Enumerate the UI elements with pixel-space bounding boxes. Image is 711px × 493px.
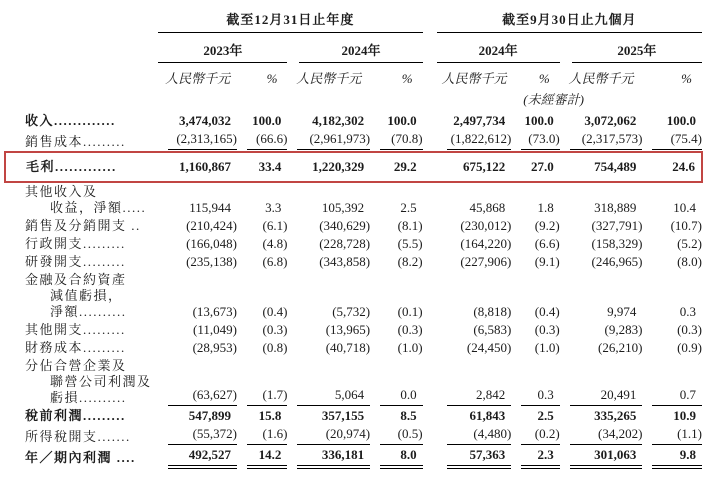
amount-cell: (6,583) bbox=[473, 322, 512, 337]
percent-cell: (0.1) bbox=[397, 304, 423, 319]
unit-label: 人民幣千元 bbox=[568, 71, 634, 86]
row-label: 行政開支......... bbox=[25, 236, 126, 251]
period-header-row bbox=[5, 8, 702, 34]
percent-cell: (0.4) bbox=[534, 304, 560, 319]
unaudited-note-row bbox=[5, 88, 702, 109]
year-2024-cell bbox=[287, 34, 422, 64]
amount-cell: 492,527 bbox=[158, 446, 237, 467]
amount-cell: (9,283) bbox=[604, 322, 643, 337]
percent-cell: (73.0) bbox=[511, 130, 559, 152]
table-row bbox=[5, 130, 702, 152]
percent-cell: (9.1) bbox=[534, 254, 560, 269]
percent-cell: (1.0) bbox=[397, 340, 423, 355]
row-label: 其他開支......... bbox=[25, 322, 126, 337]
percent-cell: 8.5 bbox=[400, 408, 417, 423]
percent-cell: (70.8) bbox=[370, 130, 422, 152]
amount-cell: (1,822,612) bbox=[437, 130, 512, 152]
amount-cell: (327,791) bbox=[591, 218, 643, 233]
percent-cell: (0.9) bbox=[677, 340, 702, 355]
row-label: 收入............. bbox=[25, 113, 116, 128]
unit-header-row bbox=[5, 64, 702, 88]
table-body bbox=[5, 112, 702, 467]
column-gap bbox=[423, 425, 437, 446]
percent-cell: (0.2) bbox=[511, 425, 559, 446]
amount-cell: 5,064 bbox=[287, 357, 370, 407]
percent-cell: (0.3) bbox=[262, 322, 288, 337]
amount-cell: (340,629) bbox=[319, 218, 371, 233]
amount-cell: (228,728) bbox=[319, 236, 371, 251]
percent-cell: 33.4 bbox=[237, 152, 287, 182]
column-gap bbox=[423, 64, 437, 88]
table-row bbox=[5, 425, 702, 446]
percent-cell: (8.0) bbox=[677, 254, 702, 269]
table-row bbox=[5, 235, 702, 253]
amount-cell: 3,072,062 bbox=[584, 113, 637, 128]
percent-label: % bbox=[538, 71, 550, 86]
percent-cell: 9.8 bbox=[642, 446, 702, 467]
amount-cell: 9,974 bbox=[607, 304, 637, 319]
table-row bbox=[5, 253, 702, 271]
year-2024-interim-label: 2024年 bbox=[437, 35, 560, 63]
amount-cell: 675,122 bbox=[437, 152, 512, 182]
unit-label: 人民幣千元 bbox=[165, 71, 231, 86]
percent-cell: 3.3 bbox=[265, 200, 282, 215]
amount-cell: 115,944 bbox=[189, 200, 231, 215]
amount-cell: 105,392 bbox=[321, 200, 365, 215]
percent-cell: (5.5) bbox=[397, 236, 423, 251]
row-label: 毛利............. bbox=[5, 152, 158, 182]
column-gap bbox=[423, 235, 437, 253]
empty-cell bbox=[5, 34, 158, 64]
table-row bbox=[5, 112, 702, 130]
percent-cell: 0.7 bbox=[642, 357, 702, 407]
column-gap bbox=[423, 182, 437, 217]
amount-cell: 754,489 bbox=[560, 152, 643, 182]
percent-cell: 8.0 bbox=[370, 446, 422, 467]
empty-cell bbox=[5, 64, 158, 88]
amount-cell: (28,953) bbox=[192, 340, 237, 355]
percent-cell: (0.3) bbox=[397, 322, 423, 337]
amount-cell: (11,049) bbox=[193, 322, 237, 337]
percent-cell: 27.0 bbox=[511, 152, 559, 182]
row-label: 分佔合營企業及 聯營公司利潤及 虧損.......... bbox=[25, 358, 152, 405]
column-gap bbox=[423, 152, 437, 182]
row-label: 銷售及分銷開支 .. bbox=[25, 218, 141, 233]
amount-cell: 1,220,329 bbox=[287, 152, 370, 182]
amount-cell: 335,265 bbox=[594, 408, 637, 423]
year-2025-cell bbox=[560, 34, 702, 64]
table-header bbox=[5, 8, 702, 112]
percent-cell: (5.2) bbox=[677, 236, 702, 251]
percent-cell: 29.2 bbox=[370, 152, 422, 182]
amount-cell: (2,961,973) bbox=[287, 130, 370, 152]
amount-cell: 45,868 bbox=[469, 200, 506, 215]
row-label: 稅前利潤......... bbox=[25, 408, 126, 423]
column-gap bbox=[423, 34, 437, 64]
amount-cell: 1,160,867 bbox=[158, 152, 237, 182]
year-2023-cell bbox=[158, 34, 287, 64]
percent-cell: 10.4 bbox=[673, 200, 696, 215]
column-gap bbox=[423, 339, 437, 357]
unit-label: 人民幣千元 bbox=[441, 71, 507, 86]
amount-cell: (343,858) bbox=[319, 254, 371, 269]
table-row bbox=[5, 321, 702, 339]
amount-cell: (164,220) bbox=[460, 236, 512, 251]
table-row bbox=[5, 339, 702, 357]
percent-cell: 15.8 bbox=[258, 408, 282, 423]
table-row bbox=[5, 446, 702, 467]
column-gap bbox=[423, 130, 437, 152]
unit-label: 人民幣千元 bbox=[296, 71, 362, 86]
percent-cell: 100.0 bbox=[387, 113, 417, 128]
amount-cell: (158,329) bbox=[591, 236, 643, 251]
amount-cell: (227,906) bbox=[460, 254, 512, 269]
percent-cell: (75.4) bbox=[642, 130, 702, 152]
column-gap bbox=[423, 112, 437, 130]
percent-cell: (10.7) bbox=[670, 218, 702, 233]
amount-cell: (2,317,573) bbox=[560, 130, 643, 152]
percent-cell: 0.0 bbox=[370, 357, 422, 407]
row-label: 銷售成本......... bbox=[25, 134, 126, 149]
amount-cell: (13,965) bbox=[325, 322, 371, 337]
column-gap bbox=[423, 446, 437, 467]
percent-cell: 24.6 bbox=[642, 152, 702, 182]
amount-cell: (24,450) bbox=[466, 340, 512, 355]
amount-cell: (13,673) bbox=[192, 304, 237, 319]
row-label: 金融及合約資產 減值虧損， 淨額.......... bbox=[25, 272, 127, 319]
row-label: 其他收入及 收益，淨額..... bbox=[25, 184, 147, 215]
income-statement-table bbox=[4, 8, 703, 467]
row-label: 年／期內利潤 .... bbox=[25, 450, 136, 465]
amount-cell: 336,181 bbox=[287, 446, 370, 467]
year-2024-interim-cell bbox=[437, 34, 560, 64]
column-gap bbox=[423, 357, 437, 407]
row-label: 財務成本......... bbox=[25, 340, 126, 355]
percent-label: % bbox=[401, 71, 413, 86]
column-gap bbox=[423, 253, 437, 271]
column-gap bbox=[423, 8, 437, 34]
amount-cell: 61,843 bbox=[469, 408, 506, 423]
period-annual-label: 截至12月31日止年度 bbox=[158, 9, 422, 33]
amount-cell: 57,363 bbox=[437, 446, 512, 467]
amount-cell: (5,732) bbox=[332, 304, 371, 319]
table-row bbox=[5, 182, 702, 217]
percent-cell: 1.8 bbox=[537, 200, 554, 215]
empty-cell bbox=[5, 8, 158, 34]
amount-cell: (210,424) bbox=[186, 218, 237, 233]
unaudited-note: (未經審計) bbox=[523, 92, 584, 107]
amount-cell: (26,210) bbox=[597, 340, 643, 355]
percent-cell: (0.4) bbox=[262, 304, 288, 319]
percent-cell: 100.0 bbox=[524, 113, 554, 128]
amount-cell: (40,718) bbox=[325, 340, 371, 355]
amount-cell: (230,012) bbox=[460, 218, 512, 233]
amount-cell: (246,965) bbox=[591, 254, 643, 269]
percent-cell: (0.5) bbox=[370, 425, 422, 446]
column-gap bbox=[423, 271, 437, 321]
period-interim-cell bbox=[437, 8, 702, 34]
amount-cell: 301,063 bbox=[560, 446, 643, 467]
amount-cell: (34,202) bbox=[560, 425, 643, 446]
amount-cell: 318,889 bbox=[594, 200, 637, 215]
row-label: 所得稅開支....... bbox=[25, 429, 131, 444]
table-row bbox=[5, 407, 702, 425]
percent-cell: (1.1) bbox=[642, 425, 702, 446]
percent-cell: (66.6) bbox=[237, 130, 287, 152]
percent-label: % bbox=[266, 71, 278, 86]
percent-cell: (1.6) bbox=[237, 425, 287, 446]
percent-cell: 100.0 bbox=[666, 113, 696, 128]
percent-cell: (9.2) bbox=[534, 218, 560, 233]
percent-cell: 14.2 bbox=[237, 446, 287, 467]
percent-cell: 2.5 bbox=[537, 408, 554, 423]
amount-cell: (55,372) bbox=[158, 425, 237, 446]
percent-cell: 2.3 bbox=[511, 446, 559, 467]
amount-cell: 2,842 bbox=[437, 357, 512, 407]
amount-cell: 2,497,734 bbox=[453, 113, 506, 128]
amount-cell: 20,491 bbox=[560, 357, 643, 407]
percent-cell: (8.2) bbox=[397, 254, 423, 269]
amount-cell: (8,818) bbox=[473, 304, 512, 319]
percent-cell: (6.1) bbox=[262, 218, 288, 233]
percent-cell: 100.0 bbox=[252, 113, 282, 128]
table-row bbox=[5, 357, 702, 407]
table-row bbox=[5, 152, 702, 182]
amount-cell: (166,048) bbox=[186, 236, 237, 251]
percent-cell: (0.3) bbox=[534, 322, 560, 337]
table-row bbox=[5, 271, 702, 321]
period-annual-cell bbox=[158, 8, 422, 34]
percent-cell: (0.8) bbox=[262, 340, 288, 355]
percent-cell: (4.8) bbox=[262, 236, 288, 251]
percent-cell: 2.5 bbox=[400, 200, 417, 215]
amount-cell: 547,899 bbox=[188, 408, 231, 423]
year-header-row bbox=[5, 34, 702, 64]
year-2024-label: 2024年 bbox=[299, 35, 422, 63]
column-gap bbox=[423, 217, 437, 235]
percent-cell: (1.0) bbox=[534, 340, 560, 355]
amount-cell: (2,313,165) bbox=[158, 130, 237, 152]
percent-cell: 10.9 bbox=[673, 408, 696, 423]
row-label: 研發開支......... bbox=[25, 254, 126, 269]
year-2025-label: 2025年 bbox=[572, 35, 702, 63]
column-gap bbox=[423, 407, 437, 425]
amount-cell: (63,627) bbox=[158, 357, 237, 407]
percent-cell: (8.1) bbox=[397, 218, 423, 233]
period-interim-label: 截至9月30日止九個月 bbox=[437, 9, 702, 33]
empty-cell bbox=[5, 88, 511, 109]
percent-cell: 0.3 bbox=[511, 357, 559, 407]
percent-cell: (6.6) bbox=[534, 236, 560, 251]
table-row bbox=[5, 217, 702, 235]
percent-cell: (6.8) bbox=[262, 254, 288, 269]
year-2023-label: 2023年 bbox=[158, 35, 287, 63]
amount-cell: (20,974) bbox=[287, 425, 370, 446]
amount-cell: (235,138) bbox=[186, 254, 237, 269]
percent-cell: (0.3) bbox=[677, 322, 702, 337]
amount-cell: 4,182,302 bbox=[312, 113, 365, 128]
percent-label: % bbox=[681, 71, 692, 86]
amount-cell: 3,474,032 bbox=[178, 113, 231, 128]
percent-cell: (1.7) bbox=[237, 357, 287, 407]
amount-cell: (4,480) bbox=[437, 425, 512, 446]
amount-cell: 357,155 bbox=[321, 408, 365, 423]
column-gap bbox=[423, 321, 437, 339]
percent-cell: 0.3 bbox=[679, 304, 696, 319]
